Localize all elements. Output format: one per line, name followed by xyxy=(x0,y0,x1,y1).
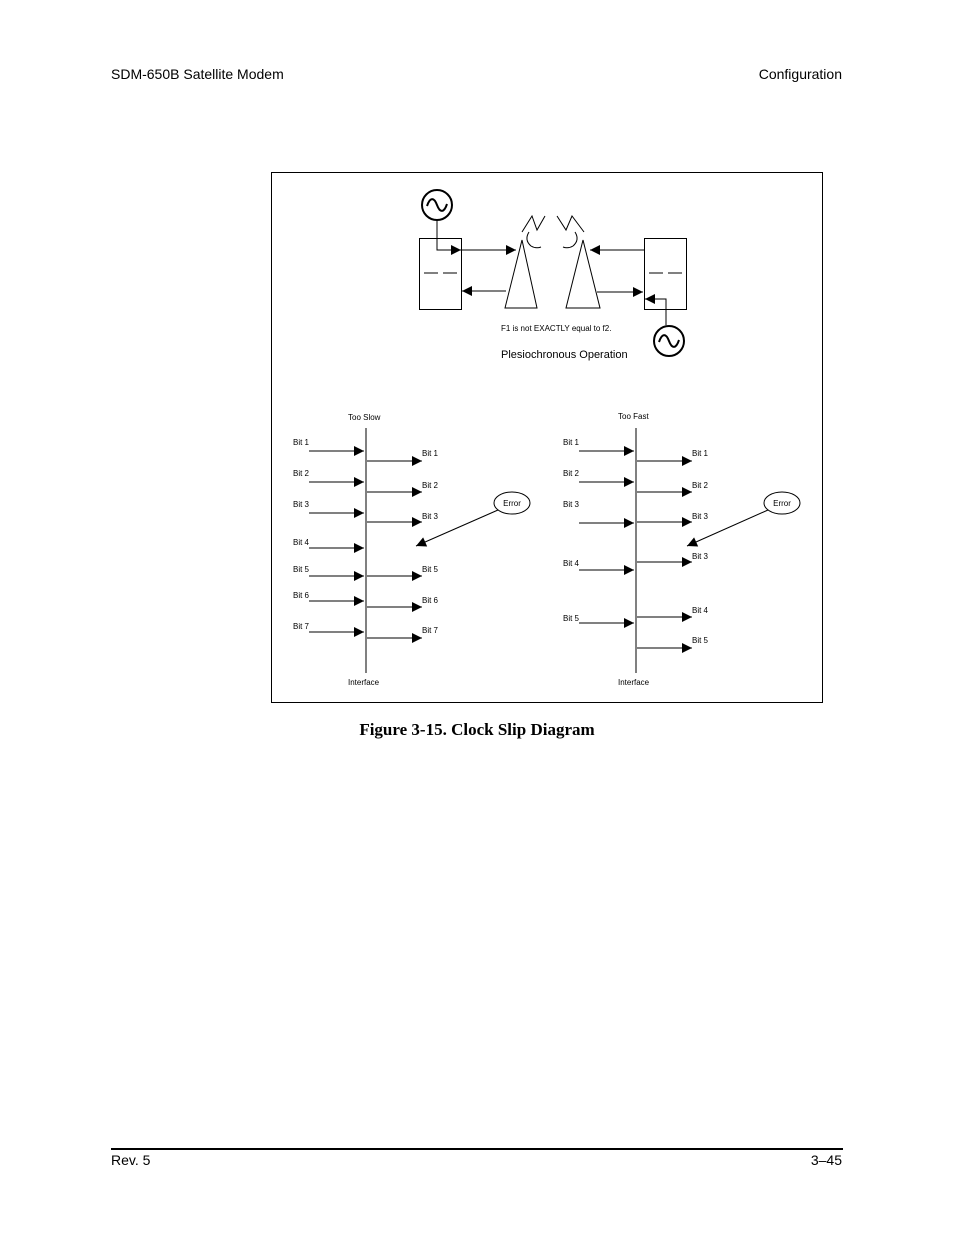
figure-frame xyxy=(272,173,823,703)
antenna-1-icon xyxy=(505,216,545,308)
svg-text:Bit 3: Bit 3 xyxy=(692,512,709,521)
too-fast-output-bit-3 xyxy=(637,512,709,522)
oscillator-1-clock-line xyxy=(437,220,461,250)
too-slow-title: Too Slow xyxy=(348,413,381,422)
svg-text:Bit 3: Bit 3 xyxy=(422,512,439,521)
oscillator-1-icon xyxy=(422,190,452,220)
svg-text:Bit 7: Bit 7 xyxy=(293,622,310,631)
svg-text:Bit 1: Bit 1 xyxy=(692,449,709,458)
too-slow-output-bit-1 xyxy=(367,449,439,461)
svg-text:Bit 1: Bit 1 xyxy=(293,438,310,447)
too-fast-input-bit-4 xyxy=(563,559,634,570)
svg-text:Error: Error xyxy=(503,499,521,508)
svg-text:Bit 7: Bit 7 xyxy=(422,626,439,635)
too-fast-output-bit-3-repeat xyxy=(637,552,709,562)
svg-text:Bit 2: Bit 2 xyxy=(563,469,580,478)
svg-text:Bit 5: Bit 5 xyxy=(692,636,709,645)
too-slow-input-bit-4 xyxy=(293,538,364,548)
svg-text:Bit 5: Bit 5 xyxy=(422,565,439,574)
too-slow-input-bit-2 xyxy=(293,469,364,482)
footer-rule xyxy=(111,1148,843,1150)
too-slow-axis-label: Interface xyxy=(348,678,380,687)
too-slow-output-bit-5 xyxy=(367,565,439,576)
too-fast-output-bit-4 xyxy=(637,606,709,617)
page-number: 3–45 xyxy=(810,1152,842,1168)
too-slow-input-bit-3 xyxy=(293,500,364,513)
frequency-note: F1 is not EXACTLY equal to f2. xyxy=(501,324,612,333)
too-slow-input-bit-6 xyxy=(293,591,364,601)
svg-text:Bit 5: Bit 5 xyxy=(293,565,310,574)
operation-label: Plesiochronous Operation xyxy=(501,349,628,361)
svg-text:Bit 1: Bit 1 xyxy=(422,449,439,458)
svg-text:Bit 3: Bit 3 xyxy=(563,500,580,509)
svg-text:Error: Error xyxy=(773,499,791,508)
svg-text:Bit 3: Bit 3 xyxy=(293,500,310,509)
too-fast-axis-label: Interface xyxy=(618,678,650,687)
svg-text:Bit 2: Bit 2 xyxy=(692,481,709,490)
svg-text:Bit 4: Bit 4 xyxy=(293,538,310,547)
oscillator-2-icon xyxy=(654,326,684,356)
modem-1-box xyxy=(420,239,462,310)
running-header-section: Configuration xyxy=(758,66,842,82)
too-slow-output-bit-3 xyxy=(367,512,439,522)
too-fast-input-bit-2 xyxy=(563,469,634,482)
too-fast-input-bit-3 xyxy=(563,500,634,523)
svg-text:Bit 4: Bit 4 xyxy=(692,606,709,615)
too-fast-title: Too Fast xyxy=(618,412,649,421)
svg-text:Bit 6: Bit 6 xyxy=(293,591,310,600)
too-slow-input-bit-7 xyxy=(293,622,364,632)
figure-caption: Figure 3-15. Clock Slip Diagram xyxy=(359,720,595,739)
svg-text:Bit 2: Bit 2 xyxy=(293,469,310,478)
footer-revision: Rev. 5 xyxy=(111,1152,151,1168)
too-slow-output-bit-2 xyxy=(367,481,439,492)
antenna-2-icon xyxy=(557,216,600,308)
too-slow-output-bit-6 xyxy=(367,596,439,607)
svg-text:Bit 1: Bit 1 xyxy=(563,438,580,447)
too-fast-input-bit-5 xyxy=(563,614,634,623)
svg-text:Bit 2: Bit 2 xyxy=(422,481,439,490)
too-slow-input-bit-5 xyxy=(293,565,364,576)
too-fast-input-bit-1 xyxy=(563,438,634,451)
svg-text:Bit 3: Bit 3 xyxy=(692,552,709,561)
too-slow-output-bit-7 xyxy=(367,626,439,638)
too-slow-input-bit-1 xyxy=(293,438,364,451)
running-header-title: SDM-650B Satellite Modem xyxy=(111,66,284,82)
too-fast-output-bit-2 xyxy=(637,481,709,492)
svg-text:Bit 4: Bit 4 xyxy=(563,559,580,568)
too-fast-output-bit-1 xyxy=(637,449,709,461)
too-fast-output-bit-5 xyxy=(637,636,709,648)
oscillator-2-clock-line xyxy=(645,299,666,325)
svg-text:Bit 6: Bit 6 xyxy=(422,596,439,605)
svg-text:Bit 5: Bit 5 xyxy=(563,614,580,623)
